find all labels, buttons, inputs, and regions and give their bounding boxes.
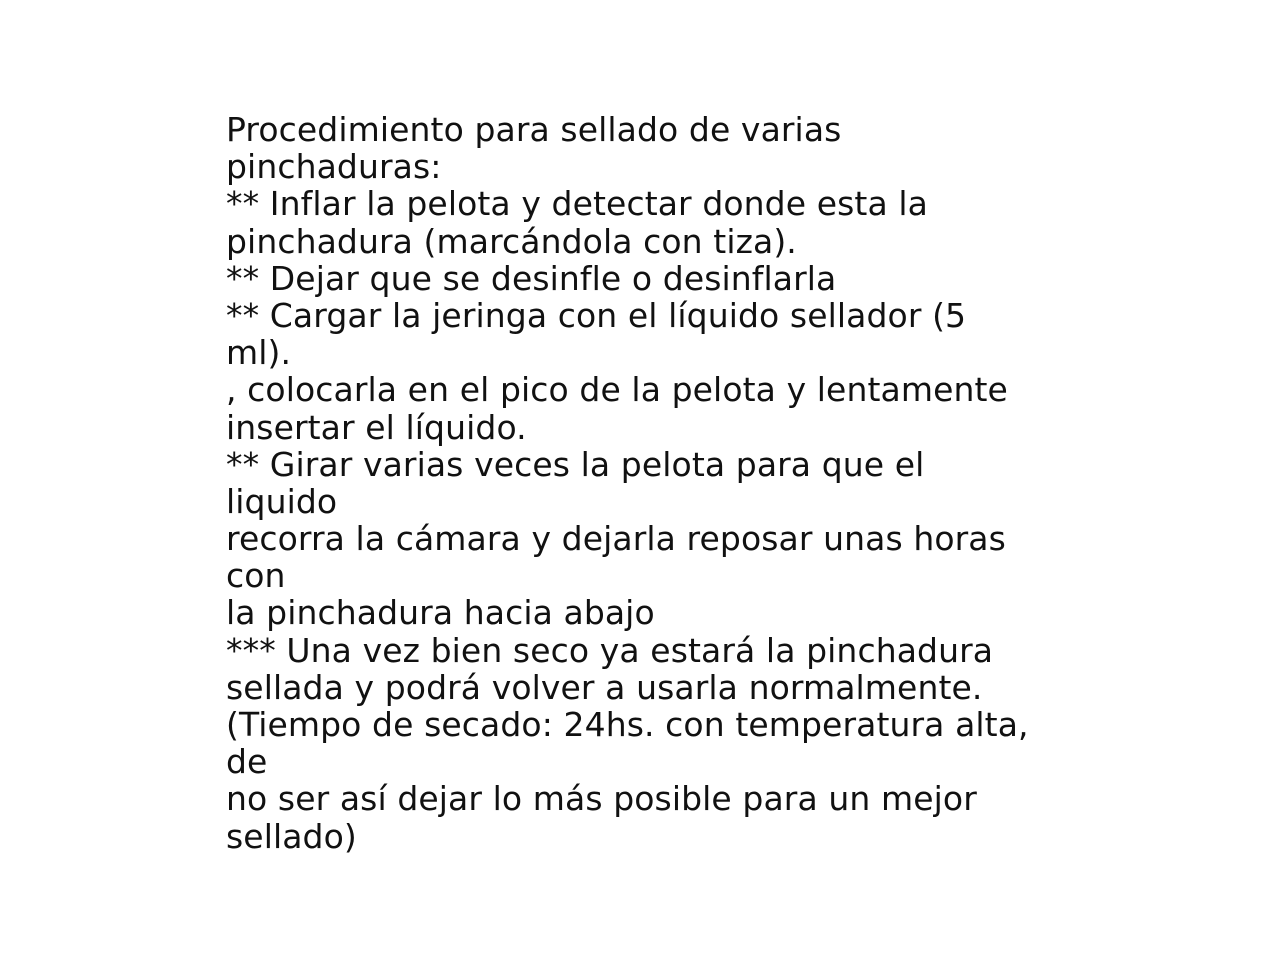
text-line: no ser así dejar lo más posible para un mejor: [226, 779, 977, 819]
text-line: sellado): [226, 816, 357, 856]
text-line: la pinchadura hacia abajo: [226, 593, 655, 633]
text-line: ** Inflar la pelota y detectar donde esta la: [226, 184, 928, 224]
text-line: pinchadura (marcándola con tiza).: [226, 221, 797, 261]
text-line: insertar el líquido.: [226, 407, 527, 447]
text-line: de: [226, 742, 268, 782]
text-line: con: [226, 556, 286, 596]
text-line: Procedimiento para sellado de varias: [226, 110, 842, 149]
text-line: liquido: [226, 481, 338, 521]
procedure-text: [226, 111, 1126, 855]
text-line: sellada y podrá volver a usarla normalmente.: [226, 667, 983, 707]
text-line: ** Cargar la jeringa con el líquido sellador (5: [226, 295, 967, 335]
text-line: , colocarla en el pico de la pelota y lentamente: [226, 370, 1008, 410]
text-line: ml).: [226, 333, 292, 373]
text-line: (Tiempo de secado: 24hs. con temperatura alta,: [226, 705, 1029, 744]
text-line: ** Dejar que se desinfle o desinflarla: [226, 258, 837, 298]
text-line: pinchaduras:: [226, 147, 442, 187]
text-line: ** Girar varias veces la pelota para que el: [226, 444, 925, 484]
text-line: *** Una vez bien seco ya estará la pinchadura: [226, 630, 994, 670]
text-line: recorra la cámara y dejarla reposar unas horas: [226, 519, 1006, 559]
